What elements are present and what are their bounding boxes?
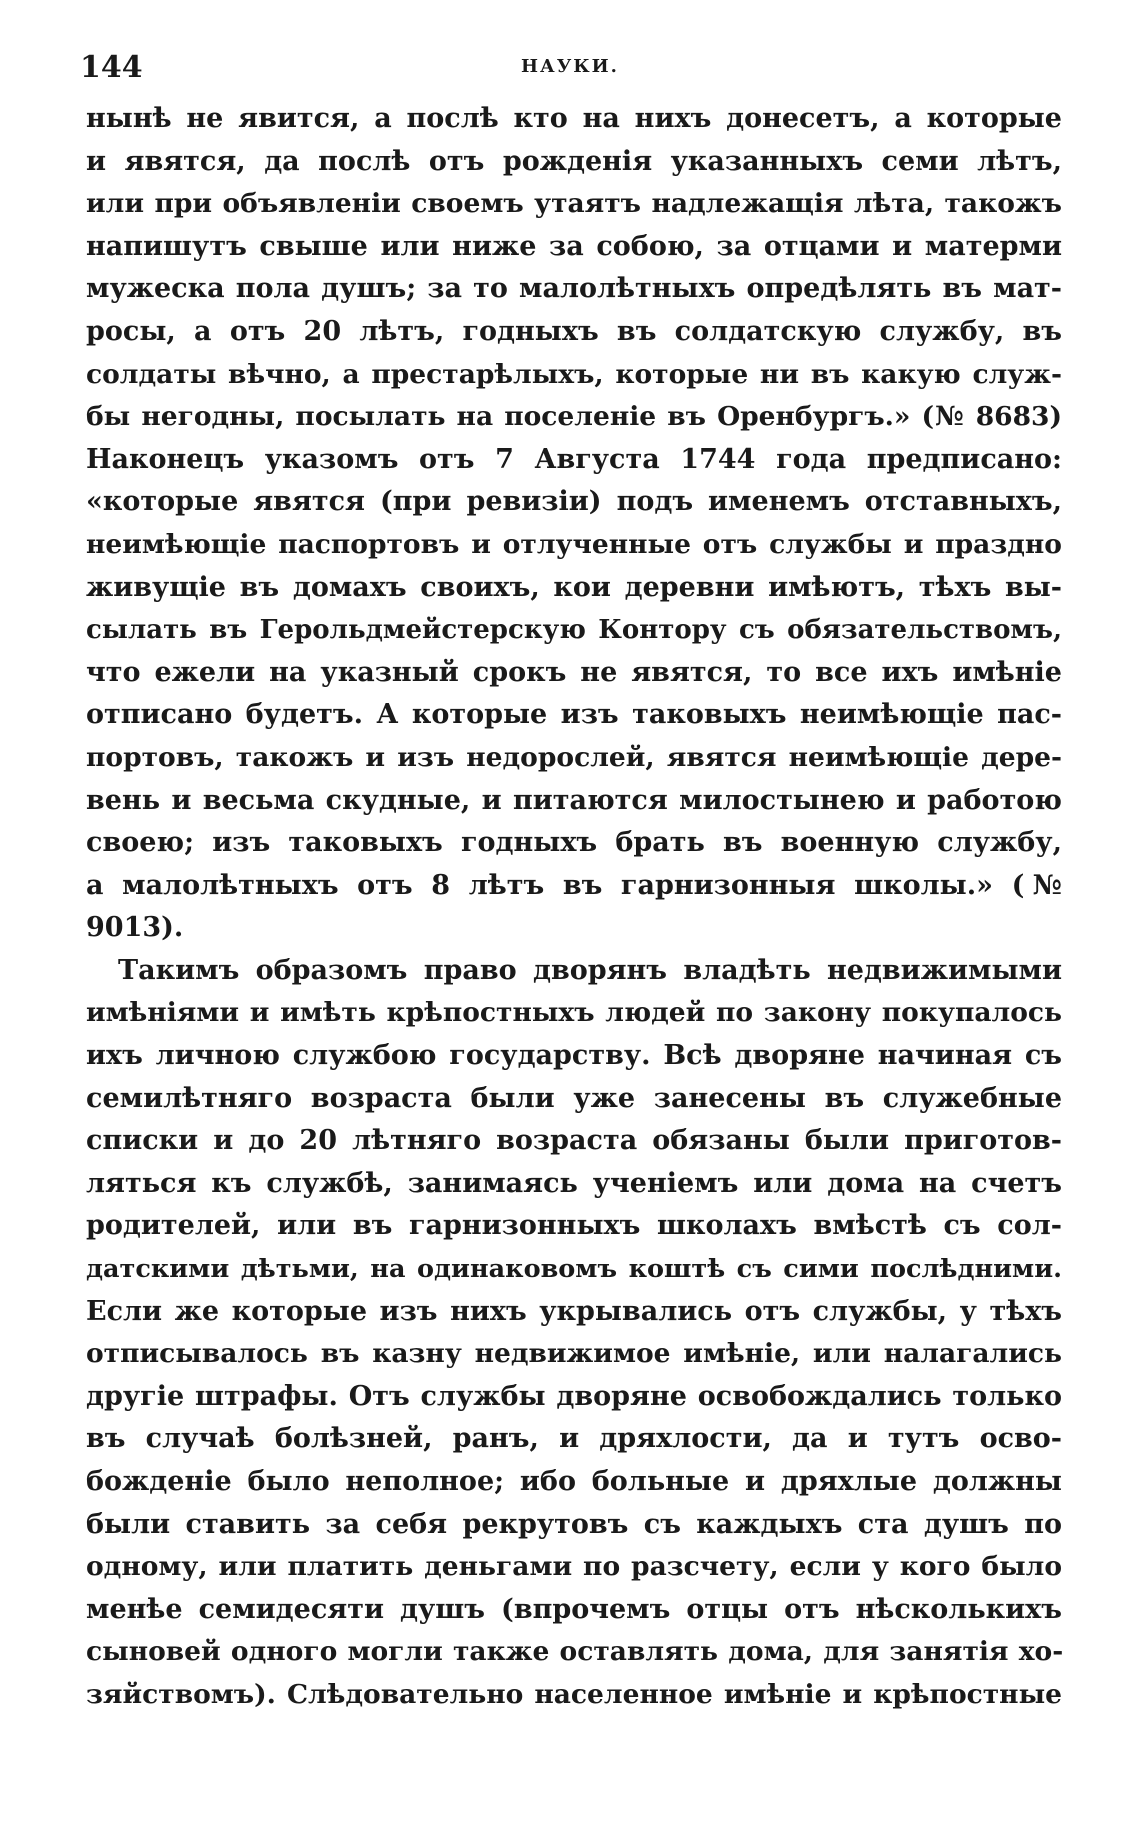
text-line: «которые явятся (при ревизіи) подъ именемъ отставныхъ,	[86, 486, 1062, 518]
text-line: божденіе было неполное; ибо больные и дряхлые должны	[86, 1466, 1062, 1497]
text-line: а малолѣтныхъ отъ 8 лѣтъ въ гарнизонныя школы.» (№	[86, 869, 1062, 901]
text-line: менѣе семидесяти душъ (впрочемъ отцы отъ нѣсколькихъ	[86, 1593, 1062, 1625]
text-line: отписывалось въ казну недвижимое имѣніе, или налагались	[86, 1338, 1062, 1370]
text-line: ляться къ службѣ, занимаясь ученіемъ или дома на счетъ	[86, 1167, 1062, 1199]
text-line: мужеска пола душъ; за то малолѣтныхъ опредѣлять въ мат-	[86, 273, 1062, 305]
text-line: были ставить за себя рекрутовъ съ каждыхъ ста душъ по	[86, 1508, 1062, 1540]
text-line: ихъ личною службою государству. Всѣ дворяне начиная съ	[86, 1040, 1062, 1072]
text-line: росы, а отъ 20 лѣтъ, годныхъ въ солдатскую службу, въ	[86, 315, 1062, 347]
text-line: списки и до 20 лѣтняго возраста обязаны были приготов-	[86, 1125, 1062, 1157]
text-line: солдаты вѣчно, а престарѣлыхъ, которые ни въ какую служ-	[86, 358, 1062, 390]
text-line: датскими дѣтьми, на одинаковомъ коштѣ съ сими послѣдними.	[86, 1254, 1062, 1285]
text-line: Такимъ образомъ право дворянъ владѣть недвижимыми	[118, 954, 1062, 986]
text-line: зяйствомъ). Слѣдовательно населенное имѣніе и крѣпостные	[86, 1678, 1062, 1710]
text-line: одному, или платить деньгами по разсчету, если у кого было	[86, 1551, 1062, 1583]
text-line: родителей, или въ гарнизонныхъ школахъ вмѣстѣ съ сол-	[86, 1210, 1062, 1242]
text-line: бы негодны, посылать на поселеніе въ Оренбургъ.» (№ 8683)	[86, 401, 1062, 433]
text-line: и явятся, да послѣ отъ рожденія указанныхъ семи лѣтъ,	[86, 145, 1062, 177]
text-line: семилѣтняго возраста были уже занесены въ служебные	[86, 1082, 1062, 1114]
text-line: портовъ, такожъ и изъ недорослей, явятся неимѣющіе дере-	[86, 741, 1062, 773]
text-line: или при объявленіи своемъ утаятъ надлежащія лѣта, такожъ	[86, 188, 1062, 220]
text-line: въ случаѣ болѣзней, ранъ, и дряхлости, да и тутъ осво-	[86, 1423, 1062, 1455]
text-line: Если же которые изъ нихъ укрывались отъ службы, у тѣхъ	[86, 1295, 1062, 1327]
text-line: имѣніями и имѣть крѣпостныхъ людей по закону покупалось	[86, 997, 1062, 1029]
text-line: вень и весьма скудные, и питаются милостынею и работою	[86, 784, 1062, 816]
text-line: сыновей одного могли также оставлять дома, для занятія хо-	[86, 1636, 1064, 1668]
text-line: другіе штрафы. Отъ службы дворяне освобождались только	[86, 1380, 1062, 1412]
running-head: НАУКИ.	[521, 56, 619, 77]
page-header	[80, 50, 1060, 85]
text-line: живущіе въ домахъ своихъ, кои деревни имѣютъ, тѣхъ вы-	[86, 571, 1062, 603]
text-line: 9013).	[86, 912, 184, 944]
text-line: Наконецъ указомъ отъ 7 Августа 1744 года предписано:	[86, 443, 1062, 475]
body-text	[86, 98, 1062, 1717]
text-line: сылать въ Герольдмейстерскую Контору съ обязательствомъ,	[86, 615, 1062, 646]
text-line: нынѣ не явится, а послѣ кто на нихъ донесетъ, а которые	[86, 103, 1062, 134]
page-number: 144	[80, 50, 143, 85]
text-line: отписано будетъ. А которые изъ таковыхъ неимѣющіе пас-	[86, 699, 1062, 731]
text-line: напишутъ свыше или ниже за собою, за отцами и матерми	[86, 230, 1062, 262]
text-line: своею; изъ таковыхъ годныхъ брать въ военную службу,	[86, 827, 1062, 859]
text-line: что ежели на указный срокъ не явятся, то все ихъ имѣніе	[86, 656, 1062, 688]
text-line: неимѣющіе паспортовъ и отлученные отъ службы и праздно	[86, 528, 1062, 560]
